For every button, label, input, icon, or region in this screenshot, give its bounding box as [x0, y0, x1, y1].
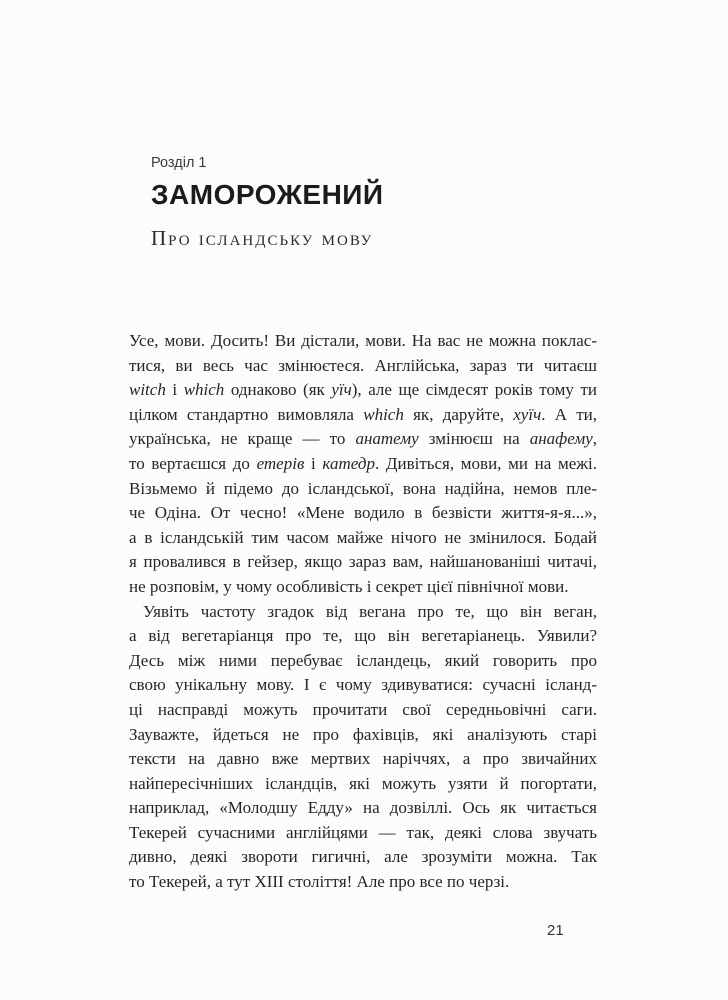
text-line: то вертаєшся до етерів і катедр. Дивіться, мови, ми на межі. [129, 453, 597, 473]
text-line: я провалився в гейзер, якщо зараз вам, найшанованіші читачі, [129, 552, 597, 572]
text-line: тися, ви весь час змінюєтеся. Англійська, зараз ти читаєш [129, 355, 597, 375]
text-line: не розповім, у чому особливість і секрет цієї північної мови. [129, 576, 569, 596]
text-line: то Текерей, а тут XIII століття! Але про все по черзі. [129, 872, 510, 892]
chapter-subtitle: Про ісландську мову [151, 225, 374, 250]
body-text [129, 329, 597, 895]
chapter-head [151, 156, 384, 249]
text-line: Зауважте, йдеться не про фахівців, які аналізують старі [129, 724, 597, 744]
paragraph [129, 600, 597, 895]
text-line: Уявіть частоту згадок від вегана про те, що він веган, [143, 601, 597, 621]
text-line: Візьмемо й підемо до ісландської, вона надійна, немов пле- [129, 478, 597, 498]
text-line: а в ісландській тим часом майже нічого не змінилося. Бодай [129, 527, 597, 547]
text-line: українська, не краще — то анатему змінюєш на анафему, [129, 429, 597, 449]
text-line: witch і which однаково (як уїч), але ще сімдесят років тому ти [129, 380, 598, 400]
text-line: Текерей сучасними англійцями — так, деякі слова звучать [129, 822, 597, 842]
page-number: 21 [547, 922, 564, 939]
text-line: ці насправді можуть прочитати свої середньовічні саги. [129, 699, 597, 719]
text-line: наприклад, «Молодшу Едду» на дозвіллі. Ось як читається [129, 798, 597, 818]
text-line: че Одіна. От чесно! «Мене водило в безвісти життя-я-я...», [129, 503, 597, 523]
text-line: цілком стандартно вимовляла which як, даруйте, хуїч. А ти, [129, 404, 597, 424]
text-line: а від вегетаріанця про те, що він вегетаріанець. Уявили? [129, 626, 597, 646]
text-line: дивно, деякі звороти гигичні, але зрозуміти можна. Так [129, 847, 597, 867]
text-line: Десь між ними перебуває ісландець, який говорить про [129, 650, 597, 670]
paragraph [129, 329, 597, 600]
text-line: Усе, мови. Досить! Ви дістали, мови. На вас не можна поклас- [129, 331, 597, 350]
chapter-title: ЗАМОРОЖЕНИЙ [151, 178, 384, 210]
text-line: тексти на давно вже мертвих наріччях, а про звичайних [129, 749, 597, 769]
text-line: свою унікальну мову. І є чому здивуватися: сучасні ісланд- [129, 675, 597, 695]
chapter-label: Розділ 1 [151, 155, 207, 171]
text-line: найпересічніших ісландців, які можуть узяти й погортати, [129, 773, 597, 793]
